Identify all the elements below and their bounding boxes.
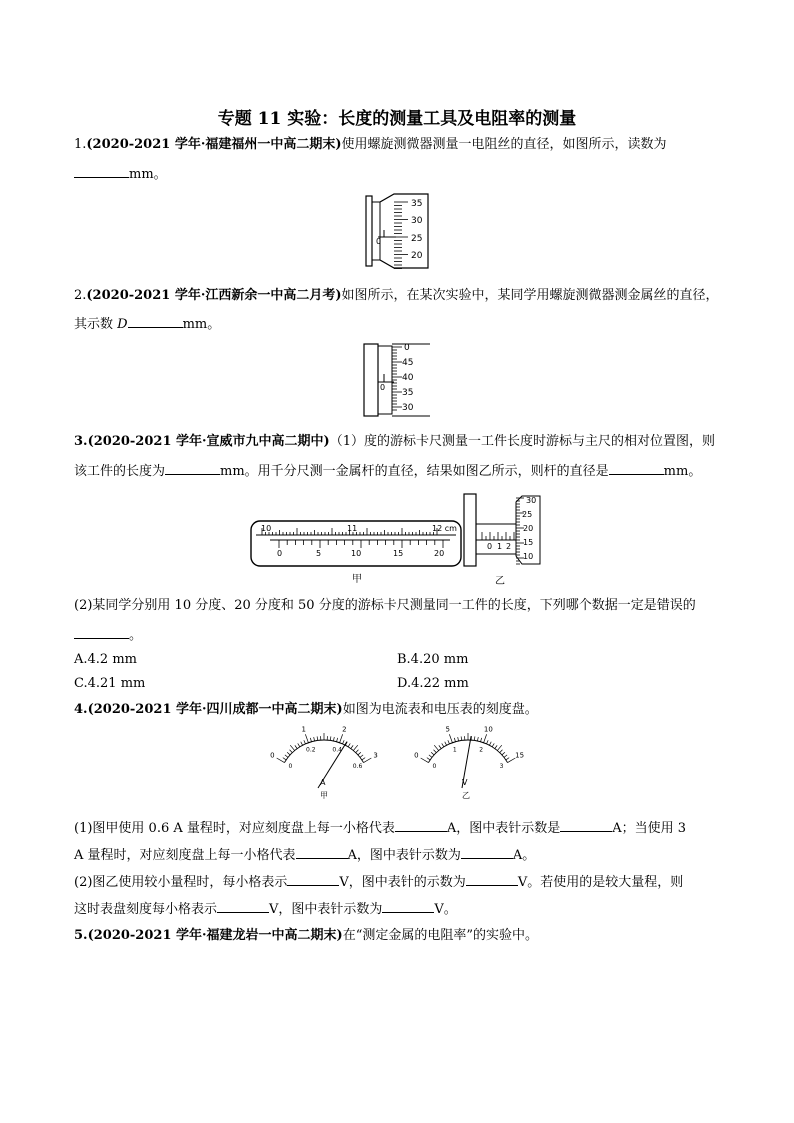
voltmeter-inner-label: 2 bbox=[479, 746, 484, 754]
q3-part2-blank bbox=[74, 624, 129, 639]
q4-p1-d: A 量程时，对应刻度盘上每一小格代表 bbox=[74, 848, 296, 863]
scale-tick bbox=[481, 738, 482, 742]
scale-tick bbox=[362, 758, 365, 760]
scale-tick bbox=[431, 752, 434, 755]
scale-tick bbox=[283, 758, 286, 760]
scale-tick bbox=[351, 745, 353, 748]
q5-number: 5. bbox=[74, 928, 88, 943]
voltmeter-unit: V bbox=[462, 778, 468, 787]
q1-source: (2020-2021 学年·福建福州一中高二期末) bbox=[86, 137, 342, 152]
caliper-main-label: 11 bbox=[347, 524, 358, 533]
scale-tick bbox=[434, 750, 437, 753]
scale-tick bbox=[360, 755, 363, 757]
q2-scale-label: 40 bbox=[402, 373, 414, 383]
q2-micrometer-figure bbox=[362, 342, 432, 418]
q3-source: (2020-2021 学年·宣威市九中高二期中) bbox=[87, 434, 330, 449]
q3-line2-a: 该工件的长度为 bbox=[74, 464, 166, 479]
ammeter-outer-label: 0 bbox=[270, 751, 275, 760]
q2-zero-label: 0 bbox=[380, 383, 386, 392]
micrometer-sleeve-label: 1 bbox=[497, 542, 503, 551]
scale-tick bbox=[298, 743, 300, 746]
scale-tick bbox=[314, 737, 315, 741]
q3-number: 3. bbox=[74, 434, 88, 449]
q4-blank bbox=[287, 871, 339, 886]
q3-part2-end: 。 bbox=[129, 628, 143, 643]
q4-part1-line2 bbox=[74, 844, 724, 866]
micrometer-sleeve-label: 2 bbox=[506, 542, 512, 551]
q5-text: 在“测定金属的电阻率”的实验中。 bbox=[342, 928, 538, 943]
scale-tick bbox=[508, 758, 516, 763]
scale-tick bbox=[337, 738, 338, 742]
q4-p1-f: A。 bbox=[512, 848, 536, 863]
q4-p1-a: (1)图甲使用 0.6 A 量程时，对应刻度盘上每一小格代表 bbox=[74, 821, 395, 836]
scale-tick bbox=[461, 736, 462, 740]
scale-tick bbox=[330, 736, 331, 740]
q2-scale-label: 0 bbox=[404, 343, 410, 353]
scale-tick bbox=[295, 745, 297, 748]
q4-blank bbox=[395, 817, 447, 832]
scale-tick bbox=[489, 742, 491, 746]
q1-number: 1. bbox=[74, 137, 87, 152]
scale-tick bbox=[305, 734, 308, 742]
scale-tick bbox=[439, 745, 441, 748]
question-3 bbox=[74, 432, 724, 452]
q2-variable: D bbox=[117, 317, 128, 332]
caliper-vernier-label: 5 bbox=[316, 549, 322, 558]
q3-option-c[interactable]: C.4.21 mm bbox=[74, 676, 146, 691]
q1-answer-blank bbox=[74, 163, 129, 178]
scale-tick bbox=[492, 743, 494, 746]
scale-tick bbox=[301, 742, 303, 746]
scale-tick bbox=[504, 755, 507, 757]
voltmeter-caption: 乙 bbox=[462, 791, 470, 800]
q3-option-d[interactable]: D.4.22 mm bbox=[397, 676, 469, 691]
q2-text: 如图所示，在某次实验中，某同学用螺旋测微器测金属丝的直径， bbox=[341, 288, 719, 303]
ammeter-inner-label: 0.4 bbox=[332, 746, 342, 754]
scale-tick bbox=[317, 736, 318, 740]
ammeter-outer-label: 3 bbox=[373, 751, 378, 760]
voltmeter-inner-label: 3 bbox=[499, 763, 504, 771]
q1-unit: mm。 bbox=[129, 167, 167, 182]
q4-blank bbox=[560, 817, 612, 832]
scale-tick bbox=[427, 758, 430, 760]
q4-blank bbox=[466, 871, 518, 886]
ammeter-outer-label: 2 bbox=[342, 725, 347, 734]
voltmeter-inner-label: 0 bbox=[432, 763, 437, 771]
caliper-main-label: 12 cm bbox=[432, 524, 457, 533]
scale-tick bbox=[434, 745, 438, 750]
caliper-vernier-label: 0 bbox=[277, 549, 283, 558]
voltmeter-inner-label: 1 bbox=[452, 746, 457, 754]
q3-line2-b: mm。用千分尺测一金属杆的直径，结果如图乙所示，则杆的直径是 bbox=[220, 464, 609, 479]
question-2-line2 bbox=[74, 313, 724, 335]
q2-source: (2020-2021 学年·江西新余一中高二月考) bbox=[86, 288, 342, 303]
q2-unit: mm。 bbox=[182, 317, 221, 332]
q3-text: （1）度的游标卡尺测量一工件长度时游标与主尺的相对位置图，则 bbox=[329, 434, 715, 449]
q4-p2-b: V，图中表针的示数为 bbox=[339, 875, 466, 890]
q5-source: (2020-2021 学年·福建龙岩一中高二期末) bbox=[87, 928, 343, 943]
question-5 bbox=[74, 926, 724, 946]
q4-p1-c: A；当使用 3 bbox=[612, 821, 687, 836]
scale-tick bbox=[449, 734, 452, 742]
scale-tick bbox=[502, 752, 505, 755]
micrometer-sleeve-label: 0 bbox=[487, 542, 493, 551]
q1-scale-label: 20 bbox=[411, 251, 423, 261]
scale-tick bbox=[474, 736, 475, 740]
q4-part1-line1 bbox=[74, 817, 724, 839]
question-2 bbox=[74, 286, 724, 306]
q1-micrometer-figure bbox=[364, 192, 432, 270]
q3-vernier-caliper-figure bbox=[250, 520, 462, 568]
scale-tick bbox=[290, 750, 293, 753]
scale-tick bbox=[454, 738, 455, 742]
q4-text: 如图为电流表和电压表的刻度盘。 bbox=[342, 702, 538, 717]
q2-scale-label: 30 bbox=[402, 403, 414, 413]
voltmeter-dial bbox=[408, 724, 538, 800]
question-3-part2 bbox=[74, 596, 724, 616]
dial-arc bbox=[284, 740, 363, 763]
ammeter-inner-label: 0.6 bbox=[352, 763, 363, 771]
q4-blank bbox=[461, 844, 513, 859]
scale-tick bbox=[484, 734, 487, 742]
micrometer-thimble-label: 25 bbox=[522, 510, 533, 519]
q4-p2-c: V。若使用的是较大量程，则 bbox=[517, 875, 684, 890]
scale-tick bbox=[364, 758, 372, 763]
q2-number: 2. bbox=[74, 288, 87, 303]
q4-blank bbox=[217, 898, 269, 913]
scale-tick bbox=[442, 743, 444, 746]
q4-p2-e: V，图中表针示数为 bbox=[269, 902, 383, 917]
q1-scale-label: 30 bbox=[411, 216, 423, 226]
q2-scale-label: 45 bbox=[402, 358, 414, 368]
scale-tick bbox=[500, 750, 503, 753]
voltmeter-outer-label: 15 bbox=[515, 751, 525, 760]
q4-p2-d: 这时表盘刻度每小格表示 bbox=[74, 902, 218, 917]
ammeter-inner-label: 0 bbox=[288, 763, 293, 771]
scale-tick bbox=[477, 737, 478, 741]
q1-scale-label: 25 bbox=[411, 234, 423, 244]
voltmeter-outer-label: 5 bbox=[445, 725, 450, 734]
q2-prefix: 其示数 bbox=[74, 317, 118, 332]
q1-zero-label: 0 bbox=[376, 237, 382, 246]
scale-tick bbox=[358, 752, 361, 755]
q3-line2-c: mm。 bbox=[663, 464, 702, 479]
q1-text: 使用螺旋测微器测量一电阻丝的直径，如图所示，读数为 bbox=[341, 137, 667, 152]
scale-tick bbox=[445, 742, 447, 746]
question-1-line2 bbox=[74, 163, 724, 185]
micrometer-thimble-label: 10 bbox=[523, 552, 534, 561]
voltmeter-outer-label: 0 bbox=[414, 751, 419, 760]
caliper-caption: 甲 bbox=[352, 574, 362, 585]
q3-length-blank bbox=[165, 460, 220, 475]
q4-p1-b: A，图中表针示数是 bbox=[446, 821, 561, 836]
question-1 bbox=[74, 135, 724, 155]
q3-part2-text: (2)某同学分别用 10 分度、20 分度和 50 分度的游标卡尺测量同一工件的长度，下列哪个数据一定是错误的 bbox=[74, 598, 696, 613]
q4-blank bbox=[382, 898, 434, 913]
ammeter-outer-label: 1 bbox=[301, 725, 306, 734]
q3-option-a[interactable]: A.4.2 mm bbox=[74, 652, 137, 667]
micrometer-thimble-label: 15 bbox=[523, 538, 534, 547]
scale-tick bbox=[290, 745, 294, 750]
caliper-vernier-label: 15 bbox=[393, 549, 404, 558]
q4-part2-line2 bbox=[74, 898, 724, 920]
q3-diameter-blank bbox=[609, 460, 664, 475]
q3-micrometer-figure bbox=[462, 492, 542, 568]
q4-number: 4. bbox=[74, 702, 88, 717]
micrometer-caption: 乙 bbox=[495, 576, 505, 587]
scale-tick bbox=[304, 740, 306, 744]
q4-p2-a: (2)图乙使用较小量程时，每小格表示 bbox=[74, 875, 288, 890]
scale-tick bbox=[343, 740, 345, 744]
scale-tick bbox=[487, 740, 489, 744]
scale-tick bbox=[348, 743, 350, 746]
scale-tick bbox=[277, 758, 285, 763]
question-3-part2-line2 bbox=[74, 624, 724, 646]
question-4 bbox=[74, 700, 724, 720]
scale-tick bbox=[429, 755, 432, 757]
caliper-vernier-label: 20 bbox=[434, 549, 445, 558]
scale-tick bbox=[495, 745, 497, 748]
caliper-vernier-label: 10 bbox=[351, 549, 362, 558]
scale-tick bbox=[340, 734, 343, 742]
ammeter-dial bbox=[262, 724, 388, 800]
caliper-main-label: 10 bbox=[261, 524, 272, 533]
q4-part2-line1 bbox=[74, 871, 724, 893]
q4-p2-f: V。 bbox=[434, 902, 457, 917]
ammeter-caption: 甲 bbox=[320, 791, 328, 800]
micrometer-thimble-label: 30 bbox=[526, 496, 537, 505]
scale-tick bbox=[333, 737, 334, 741]
micrometer-thimble-label: 20 bbox=[523, 524, 534, 533]
page-title: 专题 11 实验：长度的测量工具及电阻率的测量 bbox=[217, 109, 577, 129]
scale-tick bbox=[448, 740, 450, 744]
scale-tick bbox=[287, 752, 290, 755]
voltmeter-outer-label: 10 bbox=[483, 725, 493, 734]
question-3-line2 bbox=[74, 460, 724, 482]
q4-source: (2020-2021 学年·四川成都一中高二期末) bbox=[87, 702, 343, 717]
q1-scale-label: 35 bbox=[411, 199, 423, 209]
scale-tick bbox=[458, 737, 459, 741]
scale-tick bbox=[421, 758, 429, 763]
scale-tick bbox=[356, 750, 359, 753]
scale-tick bbox=[285, 755, 288, 757]
scale-tick bbox=[310, 738, 311, 742]
scale-tick bbox=[353, 745, 357, 750]
q4-blank bbox=[296, 844, 348, 859]
scale-tick bbox=[497, 745, 501, 750]
ammeter-inner-label: 0.2 bbox=[306, 746, 316, 754]
q2-answer-blank bbox=[128, 313, 183, 328]
q4-p1-e: A，图中表针示数为 bbox=[347, 848, 461, 863]
ammeter-unit: A bbox=[320, 778, 326, 787]
q2-scale-label: 35 bbox=[402, 388, 414, 398]
q3-option-b[interactable]: B.4.20 mm bbox=[397, 652, 469, 667]
scale-tick bbox=[506, 758, 509, 760]
